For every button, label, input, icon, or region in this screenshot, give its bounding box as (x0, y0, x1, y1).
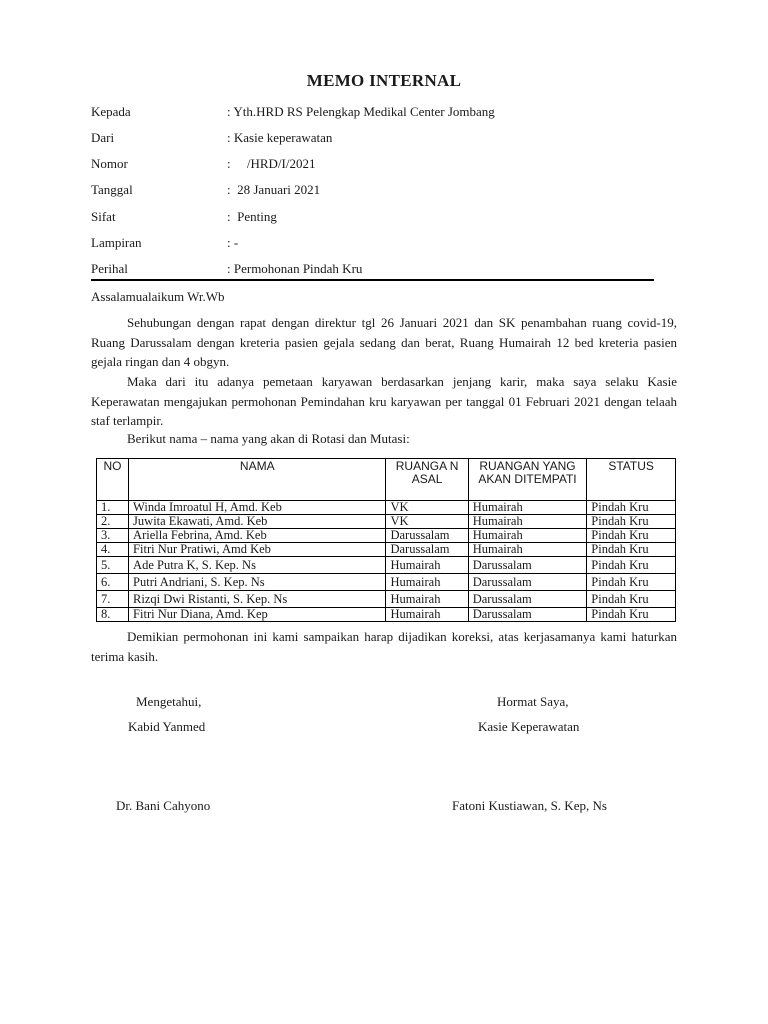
header-value: : 28 Januari 2021 (227, 182, 321, 197)
signature-left-intro: Mengetahui, (136, 694, 202, 709)
cell-asal: Humairah (386, 608, 468, 622)
table-row (97, 591, 676, 608)
header-label: Lampiran (91, 235, 142, 250)
cell-no: 5. (97, 557, 129, 574)
cell-baru: Darussalam (468, 608, 587, 622)
signature-right-intro: Hormat Saya, (497, 694, 569, 709)
table-row (97, 557, 676, 574)
header-value: : Penting (227, 209, 277, 224)
header-divider (91, 279, 654, 281)
cell-asal: Humairah (386, 591, 468, 608)
cell-no: 4. (97, 543, 129, 557)
header-value: : - (227, 235, 239, 250)
greeting: Assalamualaikum Wr.Wb (91, 289, 225, 304)
cell-no: 7. (97, 591, 129, 608)
cell-no: 6. (97, 574, 129, 591)
cell-asal: Humairah (386, 574, 468, 591)
cell-baru: Humairah (468, 501, 587, 515)
cell-nama: Putri Andriani, S. Kep. Ns (129, 574, 386, 591)
cell-asal: VK (386, 501, 468, 515)
col-header-status: STATUS (587, 459, 676, 501)
cell-baru: Humairah (468, 515, 587, 529)
table-row (97, 515, 676, 529)
header-value: : Kasie keperawatan (227, 130, 333, 145)
signature-left-name: Dr. Bani Cahyono (116, 798, 211, 813)
table-row (97, 543, 676, 557)
header-label: Dari (91, 130, 115, 145)
list-intro: Berikut nama – nama yang akan di Rotasi dan Mutasi: (127, 431, 410, 446)
paragraph-1: Sehubungan dengan rapat dengan direktur tgl 26 Januari 2021 dan SK penambahan ruang covid-19, Ruang Darussalam dengan kreteria pasien gejala sedang dan berat, Ruang Humairah 12 bed kreteria pasien gejala ringan dan 4 obgyn. (91, 315, 677, 369)
cell-baru: Darussalam (468, 574, 587, 591)
col-header-no: NO (97, 459, 129, 501)
cell-status: Pindah Kru (587, 608, 676, 622)
signature-right-name: Fatoni Kustiawan, S. Kep, Ns (452, 798, 607, 813)
memo-title: MEMO INTERNAL (306, 71, 462, 90)
signature-right-role: Kasie Keperawatan (478, 719, 580, 734)
table-row (97, 574, 676, 591)
cell-no: 3. (97, 529, 129, 543)
header-label: Sifat (91, 209, 116, 224)
header-label: Nomor (91, 156, 128, 171)
paragraph-2: Maka dari itu adanya pemetaan karyawan berdasarkan jenjang karir, maka saya selaku Kasie Keperawatan mengajukan permohonan Pemindahan kru karyawan per tanggal 01 Februari 2021 dengan telaah staf terlampir. (91, 374, 677, 428)
col-header-ruangan-asal: RUANGA N ASAL (386, 459, 468, 501)
cell-asal: Darussalam (386, 543, 468, 557)
cell-nama: Fitri Nur Diana, Amd. Kep (129, 608, 386, 622)
header-value: : /HRD/I/2021 (227, 156, 316, 171)
cell-no: 1. (97, 501, 129, 515)
cell-baru: Darussalam (468, 557, 587, 574)
rotation-table (96, 458, 676, 622)
cell-status: Pindah Kru (587, 574, 676, 591)
header-label: Kepada (91, 104, 131, 119)
cell-nama: Fitri Nur Pratiwi, Amd Keb (129, 543, 386, 557)
cell-status: Pindah Kru (587, 501, 676, 515)
cell-status: Pindah Kru (587, 543, 676, 557)
closing-paragraph: Demikian permohonan ini kami sampaikan harap dijadikan koreksi, atas kerjasamanya kami haturkan terima kasih. (91, 629, 677, 664)
header-value: : Yth.HRD RS Pelengkap Medikal Center Jombang (227, 104, 495, 119)
header-label: Tanggal (91, 182, 133, 197)
header-value: : Permohonan Pindah Kru (227, 261, 363, 276)
cell-asal: Humairah (386, 557, 468, 574)
cell-status: Pindah Kru (587, 515, 676, 529)
cell-status: Pindah Kru (587, 557, 676, 574)
cell-nama: Winda Imroatul H, Amd. Keb (129, 501, 386, 515)
cell-asal: VK (386, 515, 468, 529)
cell-baru: Humairah (468, 543, 587, 557)
table-row (97, 608, 676, 622)
cell-status: Pindah Kru (587, 591, 676, 608)
cell-asal: Darussalam (386, 529, 468, 543)
cell-status: Pindah Kru (587, 529, 676, 543)
col-header-ruangan-baru: RUANGAN YANG AKAN DITEMPATI (468, 459, 587, 501)
header-label: Perihal (91, 261, 128, 276)
cell-nama: Rizqi Dwi Ristanti, S. Kep. Ns (129, 591, 386, 608)
col-header-nama: NAMA (129, 459, 386, 501)
cell-baru: Darussalam (468, 591, 587, 608)
cell-no: 8. (97, 608, 129, 622)
cell-nama: Juwita Ekawati, Amd. Keb (129, 515, 386, 529)
signature-left-role: Kabid Yanmed (128, 719, 206, 734)
cell-nama: Ariella Febrina, Amd. Keb (129, 529, 386, 543)
cell-nama: Ade Putra K, S. Kep. Ns (129, 557, 386, 574)
cell-baru: Humairah (468, 529, 587, 543)
table-row (97, 501, 676, 515)
table-header-row (97, 459, 676, 501)
cell-no: 2. (97, 515, 129, 529)
table-row (97, 529, 676, 543)
